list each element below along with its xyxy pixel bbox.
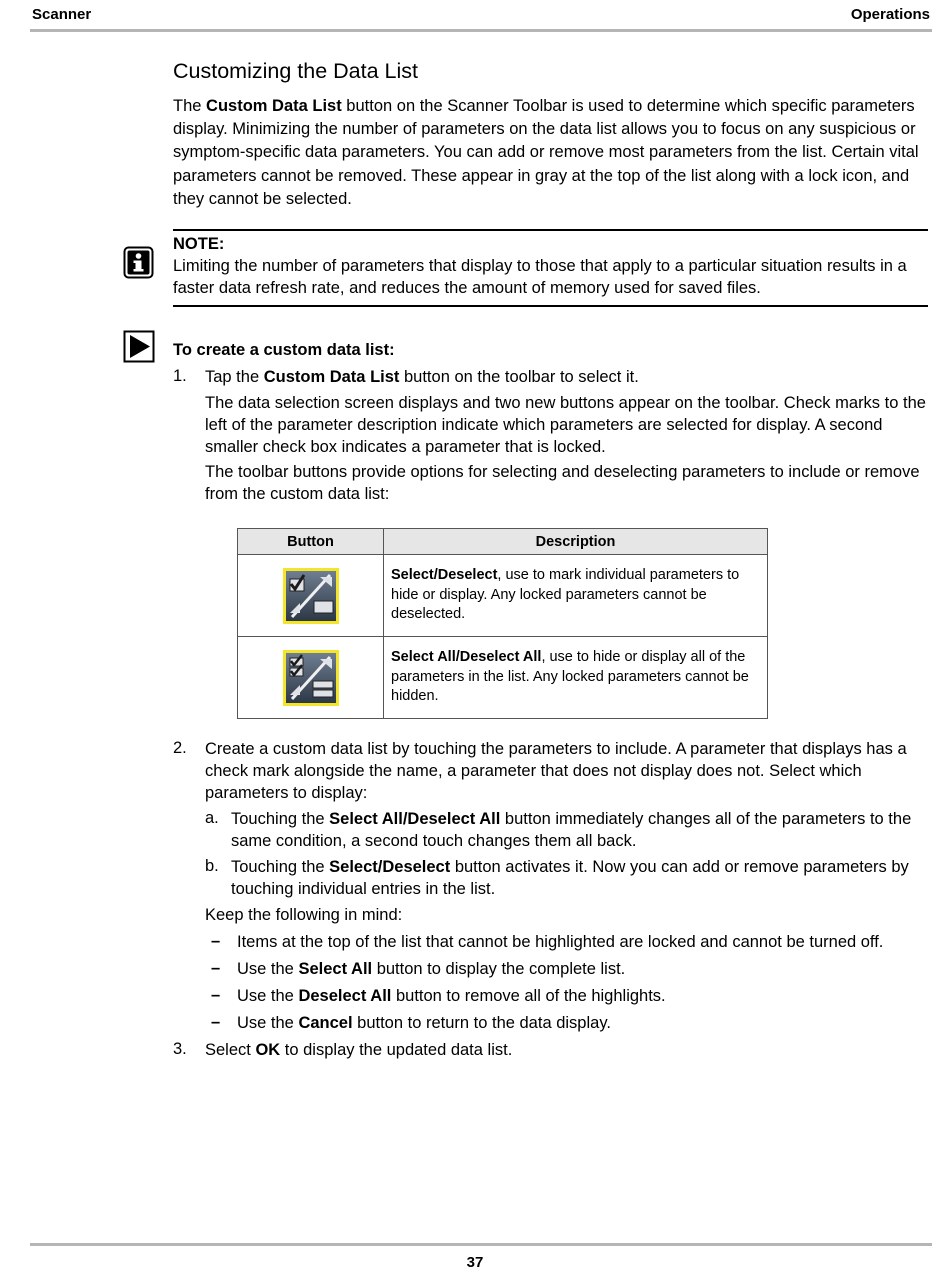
- step-2-number: 2.: [173, 739, 187, 757]
- procedure-arrow-icon: [123, 330, 155, 363]
- bullet-item: [237, 932, 942, 954]
- bullet-item: [237, 959, 937, 981]
- table-icon-cell: [238, 555, 384, 637]
- table-button-description: , use to hide or display all of the parameters in the list. Any locked parameters cannot be hidden.: [391, 649, 749, 705]
- text-run: to display the updated data list.: [280, 1041, 513, 1059]
- text-run: Use the: [237, 960, 299, 978]
- step-2-text: Create a custom data list by touching the parameters to include. A parameter that displays has a check mark alongside the name, a parameter that does not display does not. Select which parameters to display:: [205, 740, 907, 802]
- footer-divider: [30, 1243, 932, 1246]
- note-body: Limiting the number of parameters that display to those that apply to a particular situation results in a faster data refresh rate, and reduces the amount of memory used for saved files.: [173, 257, 907, 297]
- table-header-button: Button: [238, 529, 384, 555]
- substep-b-text: [231, 857, 935, 901]
- intro-paragraph: [173, 95, 933, 211]
- table-row: [238, 637, 768, 719]
- note-top-rule: [173, 229, 928, 231]
- step-3-number: 3.: [173, 1040, 187, 1058]
- info-icon: [123, 246, 154, 279]
- bullet-dash: –: [211, 986, 221, 1004]
- table-header-description: Description: [384, 529, 768, 555]
- text-run: Items at the top of the list that cannot be highlighted are locked and cannot be turned off.: [237, 933, 884, 951]
- table-description-cell: [384, 555, 768, 637]
- substep-a-text: [231, 809, 935, 853]
- emphasized-text: Cancel: [298, 1014, 353, 1032]
- text-run: Select: [205, 1041, 256, 1059]
- table-description-cell: [384, 637, 768, 719]
- toolbar-buttons-table: [237, 528, 768, 719]
- text-run: Touching the: [231, 810, 330, 828]
- step-3-text: [205, 1040, 935, 1062]
- emphasized-text: OK: [255, 1041, 281, 1059]
- text-run: button immediately changes all of the parameters to the same condition, a second touch changes them all back.: [231, 810, 912, 850]
- text-run: button to display the complete list.: [372, 960, 626, 978]
- bullet-item: [237, 986, 937, 1008]
- select-deselect-icon[interactable]: [282, 567, 340, 625]
- section-title: Customizing the Data List: [173, 59, 418, 83]
- emphasized-text: Custom Data List: [263, 368, 400, 386]
- step-1-paragraph-1: The data selection screen displays and two new buttons appear on the toolbar. Check marks to the left of the parameter description indicate which parameters are selected for display. A second smaller check box indicates a parameter that is locked.: [205, 394, 926, 456]
- text-run: Use the: [237, 1014, 299, 1032]
- text-run: Touching the: [231, 858, 330, 876]
- bullet-item: [237, 1013, 937, 1035]
- text-run: button activates it. Now you can add or remove parameters by touching individual entries in the list.: [231, 858, 909, 898]
- text-run: The: [173, 97, 207, 115]
- step-1-paragraph-2: The toolbar buttons provide options for selecting and deselecting parameters to include or remove from the custom data list:: [205, 463, 920, 503]
- bullet-dash: –: [211, 959, 221, 977]
- select-all-deselect-all-icon[interactable]: [282, 649, 340, 707]
- header-divider: [30, 29, 932, 32]
- text-run: button on the toolbar to select it.: [399, 368, 639, 386]
- table-row: [238, 555, 768, 637]
- text-run: button to return to the data display.: [352, 1014, 611, 1032]
- note-title: NOTE:: [173, 235, 225, 253]
- substep-b-label: b.: [205, 857, 219, 875]
- text-run: button on the Scanner Toolbar is used to determine which specific parameters display. Minimizing the number of parameters on the data list allows you to focus on any suspicious or symptom-specific data parameters. You can add or remove most parameters from the list. Certain vital parameters cannot be removed. These appear in gray at the top of the list along with a lock icon, and they cannot be selected.: [173, 97, 919, 208]
- procedure-title: To create a custom data list:: [173, 341, 395, 359]
- note-bottom-rule: [173, 305, 928, 307]
- table-icon-cell: [238, 637, 384, 719]
- step-1-text: [205, 367, 935, 389]
- table-header-row: [238, 529, 768, 555]
- emphasized-text: Custom Data List: [206, 97, 342, 115]
- emphasized-text: Select All/Deselect All: [329, 810, 501, 828]
- emphasized-text: Select/Deselect: [329, 858, 451, 876]
- page-number: 37: [466, 1254, 484, 1271]
- text-run: Tap the: [205, 368, 264, 386]
- bullet-dash: –: [211, 1013, 221, 1031]
- bullet-dash: –: [211, 932, 221, 950]
- table-button-name: Select All/Deselect All: [391, 649, 542, 666]
- table-button-description: , use to mark individual parameters to hide or display. Any locked parameters cannot be deselected.: [391, 567, 740, 623]
- header-chapter-label: Operations: [850, 6, 930, 23]
- text-run: Use the: [237, 987, 299, 1005]
- step-1-number: 1.: [173, 367, 187, 385]
- substep-a-label: a.: [205, 809, 219, 827]
- emphasized-text: Select All: [298, 960, 373, 978]
- emphasized-text: Deselect All: [298, 987, 392, 1005]
- text-run: button to remove all of the highlights.: [391, 987, 666, 1005]
- keep-in-mind-text: Keep the following in mind:: [205, 906, 403, 924]
- header-section-label: Scanner: [32, 6, 92, 23]
- table-button-name: Select/Deselect: [391, 567, 498, 584]
